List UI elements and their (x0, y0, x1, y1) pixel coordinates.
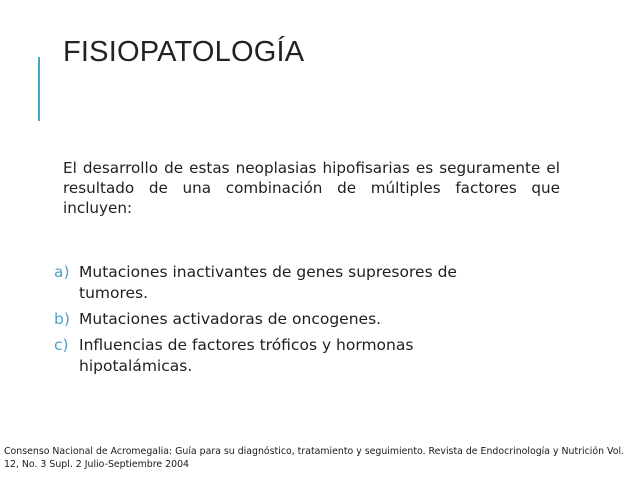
factor-marker: a) (54, 263, 70, 281)
factor-item-a (54, 262, 524, 304)
factor-marker: c) (54, 336, 69, 354)
factor-text: Mutaciones activadoras de oncogenes. (79, 310, 382, 328)
factor-marker: b) (54, 310, 70, 328)
factor-text: Mutaciones inactivantes de genes supresores de tumores. (79, 263, 457, 302)
intro-paragraph: El desarrollo de estas neoplasias hipofisarias es seguramente el resultado de una combinación de múltiples factores que incluyen: (63, 159, 560, 217)
slide-title: FISIOPATOLOGÍA (63, 36, 305, 68)
factor-text: Influencias de factores tróficos y hormonas hipotalámicas. (79, 336, 414, 375)
factor-list (54, 262, 524, 382)
title-accent-bar (38, 57, 40, 121)
factor-item-b (54, 309, 524, 330)
citation-footnote: Consenso Nacional de Acromegalia: Guía para su diagnóstico, tratamiento y seguimiento. Revista de Endocrinología y Nutrición Vol. 12, No. 3 Supl. 2 Julio-Septiembre 2004 (4, 446, 625, 470)
factor-item-c (54, 335, 524, 377)
